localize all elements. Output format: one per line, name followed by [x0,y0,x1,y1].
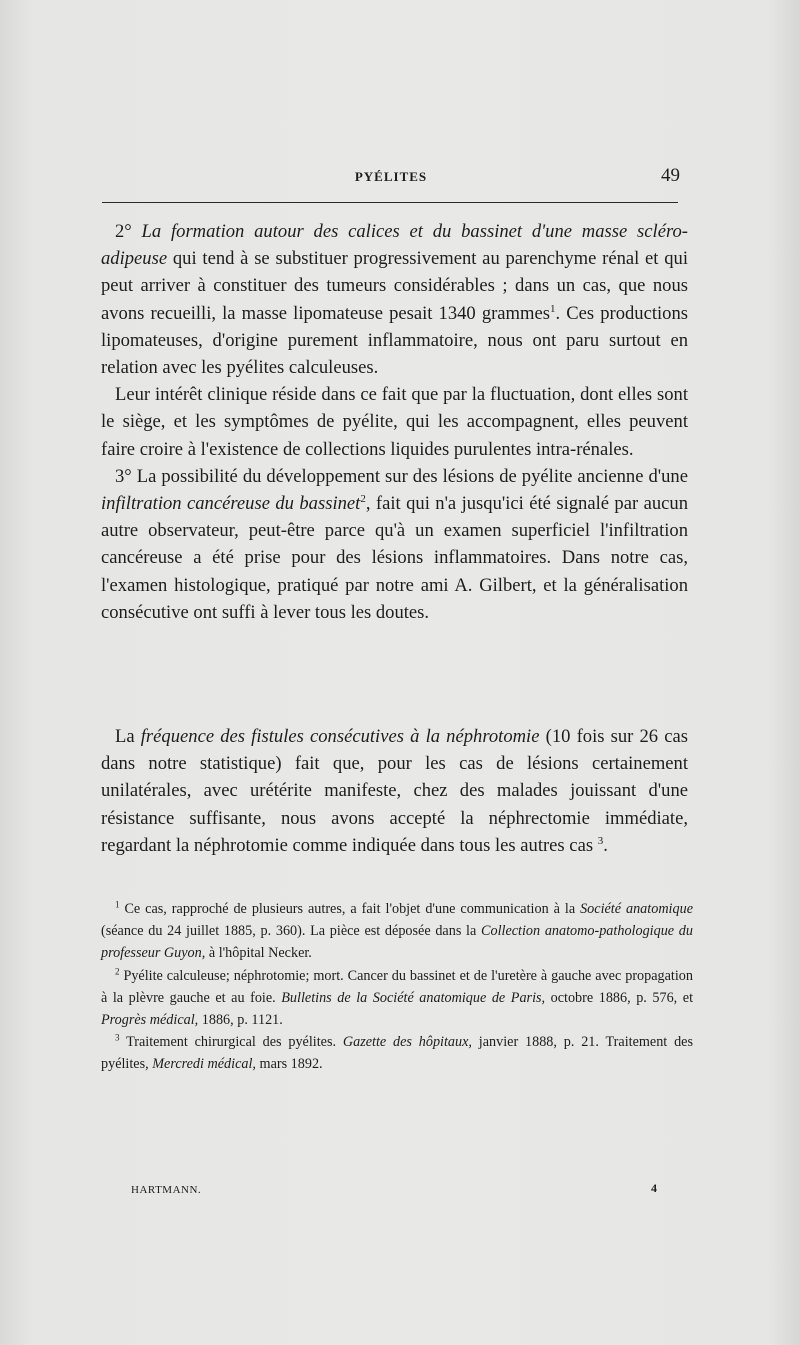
text-run: qui tend à se substituer progressivement au parenchyme rénal et qui peut arriver à constituer des tumeurs considérables ; dans un cas, que nous avons recueilli, la masse lipomateuse pesait 1340 grammes [101,248,688,324]
text-run: octobre 1886, p. 576, et [545,989,694,1006]
emphasis: Collection anatomo-pathologique du professeur Guyon, [101,923,693,962]
emphasis: infiltration cancéreuse du bassinet [101,493,361,515]
footnotes [101,898,693,1076]
page-header [102,163,680,193]
emphasis: Mercredi médical, [152,1056,256,1073]
text-run: Traitement chirurgical des pyélites. [119,1034,343,1051]
emphasis: Société anatomique [580,901,693,917]
footnote-number: 3 [115,1032,120,1043]
text-run: 1886, p. 1121. [198,1012,283,1029]
emphasis: Bulletins de la Société anatomique de Paris, [281,989,546,1006]
footnote-ref[interactable]: 2 [360,492,366,505]
emphasis: Progrès médical, [101,1012,199,1029]
emphasis: fréquence des fistules consécutives à la néphrotomie [140,726,540,747]
text-run: 3° La possibilité du développement sur des lésions de pyélite ancienne d'une [115,465,688,487]
text-run: Pyélite calculeuse; néphrotomie; mort. Cancer du bassinet et de l'uretère à gauche avec propagation à la plèvre gauche et au foie. [101,967,693,1006]
text-run: (10 fois sur 26 cas dans notre statistique) fait que, pour les cas de lésions certainement unilatérales, avec urétérite manifeste, chez des malades jouissant d'une résistance suffisante, nous avons accepté la néphrectomie immédiate, regardant la néphrotomie comme indiquée dans tous les autres cas [101,726,688,856]
paragraph-2 [101,218,688,381]
footnote-3 [101,1031,693,1075]
paragraph-clinical-interest: Leur intérêt clinique réside dans ce fait que par la fluctuation, dont elles sont le siège, et les symptômes de pyélite, qui les accompagnent, elles peuvent faire croire à l'existence de collections liquides purulentes intra-rénales. [101,384,688,460]
text-run: à l'hôpital Necker. [205,945,312,962]
main-text [101,218,688,626]
text-run: mars 1892. [255,1056,323,1073]
emphasis: La formation autour des calices et du bassinet d'une masse scléro-adipeuse [101,221,688,270]
text-run: Ce cas, rapproché de plusieurs autres, a fait l'objet d'une communication à la [119,901,581,917]
page-number: 49 [661,165,680,186]
text-run: La [115,726,141,747]
paragraph-frequence [101,723,688,859]
signature-mark: 4 [651,1181,657,1195]
footnote-number: 1 [115,899,120,910]
text-run: , fait qui n'a jusqu'ici été signalé par aucun autre observateur, peut-être parce qu'à un examen superficiel l'infiltration cancéreuse a été prise pour des lésions inflammatoires. Dans notre cas, l'examen histologique, pratiqué par notre ami A. Gilbert, et la généralisation consécutive ont suffi à lever tous les doutes. [101,493,688,623]
text-run: . [603,834,608,856]
text-run: (séance du 24 juillet 1885, p. 360). La pièce est déposée dans la [101,923,482,940]
footnote-ref[interactable]: 3 [597,834,604,847]
paragraph-3 [101,463,688,626]
footnote-1 [101,898,693,965]
footnote-ref[interactable]: 1 [549,302,556,315]
running-title: PYÉLITES [354,169,428,184]
header-rule [102,202,678,203]
text-run: janvier 1888, p. 21. Traitement des pyélites, [101,1034,693,1073]
printer-signature: HARTMANN. [131,1184,202,1196]
emphasis: Gazette des hôpitaux, [342,1034,472,1051]
section-fistules [101,723,688,859]
text-run: . Ces productions lipomateuses, d'origine purement inflammatoire, nous ont paru surtout en relation avec les pyélites calculeuses. [101,302,688,379]
text-run: 2° [115,221,142,242]
footnote-2 [101,965,693,1032]
footnote-number: 2 [115,965,120,976]
